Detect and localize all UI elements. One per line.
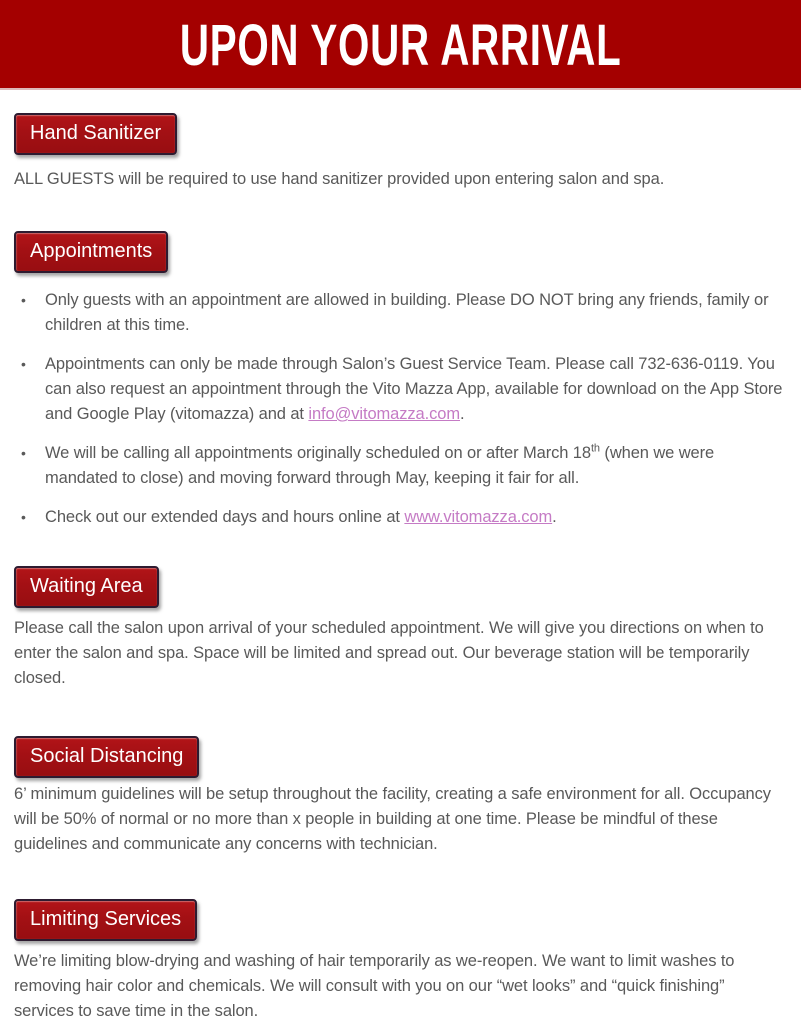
content xyxy=(0,113,801,1024)
bullet-dot: • xyxy=(21,292,26,308)
section-waiting-area xyxy=(14,566,787,691)
section-social-distancing xyxy=(14,736,787,857)
bullet-item-hours xyxy=(14,505,787,530)
social-distancing-badge: Social Distancing xyxy=(14,736,199,778)
bullet-text-segment: Appointments can only be made through Salon’s Guest Service Team. Please call 732-636-0119. You can also request an appointment through the Vito Mazza App, available for download on the App Store and Google Play (vitomazza) and at xyxy=(45,355,783,423)
website-link[interactable]: www.vitomazza.com xyxy=(404,508,553,526)
limiting-services-badge: Limiting Services xyxy=(14,899,197,941)
bullet-text-segment: We will be calling all appointments originally scheduled on or after March 18 xyxy=(45,444,591,462)
bullet-text-segment: Check out our extended days and hours online at xyxy=(45,508,405,526)
bullet-text-segment: Only guests with an appointment are allowed in building. Please DO NOT bring any friends, family or children at this time. xyxy=(45,291,769,334)
bullet-text-segment: . xyxy=(460,405,465,423)
hand-sanitizer-badge: Hand Sanitizer xyxy=(14,113,177,155)
bullet-dot: • xyxy=(21,445,26,461)
bullet-dot: • xyxy=(21,509,26,525)
section-hand-sanitizer xyxy=(14,113,787,192)
bullet-text-guests-only xyxy=(45,288,787,338)
bullet-text-hours xyxy=(45,505,787,530)
appointments-badge: Appointments xyxy=(14,231,168,273)
waiting-area-text: Please call the salon upon arrival of your scheduled appointment. We will give you directions on when to enter the salon and spa. Space will be limited and spread out. Our beverage station will be temporarily closed. xyxy=(14,619,764,687)
section-appointments xyxy=(14,231,787,530)
bullet-text-booking xyxy=(45,352,787,427)
bullet-item-booking xyxy=(14,352,787,427)
bullet-text-segment: . xyxy=(552,508,557,526)
bullet-item-guests-only xyxy=(14,288,787,338)
appointments-bullet-list xyxy=(14,288,787,530)
ordinal-superscript: th xyxy=(590,442,600,455)
social-distancing-text: 6’ minimum guidelines will be setup throughout the facility, creating a safe environment for all. Occupancy will be 50% of normal or no more than x people in building at one time. Please be mindful of these guidelines and communicate any concerns with technician. xyxy=(14,785,771,853)
limiting-services-text: We’re limiting blow-drying and washing of hair temporarily as we-reopen. We want to limit washes to removing hair color and chemicals. We will consult with you on our “wet looks” and “quick finishing” services to save time in the salon. xyxy=(14,952,735,1020)
bullet-text-rescheduling xyxy=(45,441,787,491)
bullet-text-segment: (when we were mandated to close) and moving forward through May, keeping it fair for all. xyxy=(45,444,715,487)
email-link[interactable]: info@vitomazza.com xyxy=(308,405,460,423)
section-limiting-services xyxy=(14,899,787,1024)
bullet-item-rescheduling xyxy=(14,441,787,491)
header-banner xyxy=(0,0,801,90)
bullet-dot: • xyxy=(21,356,26,372)
waiting-area-badge: Waiting Area xyxy=(14,566,159,608)
page-title: UPON YOUR ARRIVAL xyxy=(179,10,622,78)
hand-sanitizer-text: ALL GUESTS will be required to use hand sanitizer provided upon entering salon and spa. xyxy=(14,170,665,188)
